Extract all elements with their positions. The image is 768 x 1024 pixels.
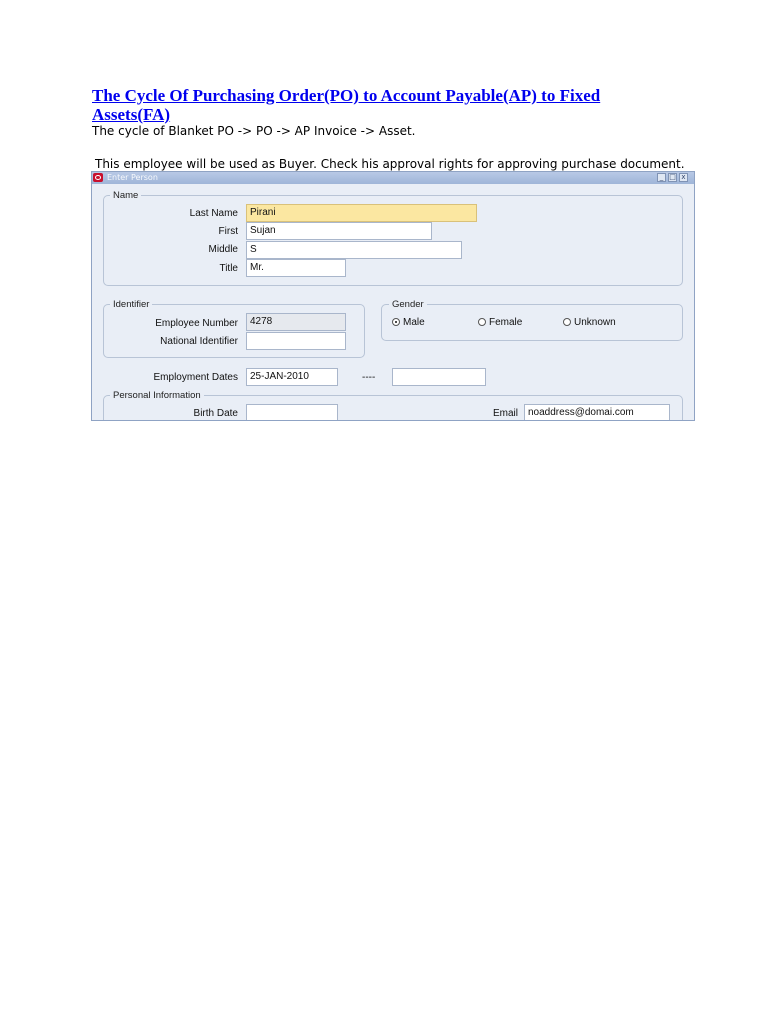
gender-unknown-radio[interactable] bbox=[563, 317, 616, 329]
email-field[interactable]: noaddress@domai.com bbox=[524, 404, 670, 421]
maximize-icon[interactable]: □ bbox=[669, 173, 676, 181]
name-group-title: Name bbox=[110, 190, 141, 201]
national-identifier-field[interactable] bbox=[246, 332, 346, 350]
document-title[interactable]: The Cycle Of Purchasing Order(PO) to Account Payable(AP) to Fixed Assets(FA) bbox=[92, 86, 601, 124]
employee-number-field[interactable]: 4278 bbox=[246, 313, 346, 331]
radio-unselected-icon[interactable] bbox=[478, 318, 486, 326]
email-label: Email bbox=[492, 408, 518, 419]
employment-end-field[interactable] bbox=[392, 368, 486, 386]
title-field[interactable]: Mr. bbox=[246, 259, 346, 277]
employment-dates-label: Employment Dates bbox=[153, 372, 238, 383]
identifier-group-title: Identifier bbox=[110, 299, 152, 310]
radio-selected-icon[interactable] bbox=[392, 318, 400, 326]
first-name-field[interactable]: Sujan bbox=[246, 222, 432, 240]
national-identifier-label: National Identifier bbox=[160, 336, 238, 347]
window-titlebar[interactable] bbox=[92, 172, 694, 184]
employment-date-separator: ---- bbox=[362, 372, 376, 383]
birth-date-label: Birth Date bbox=[193, 408, 238, 419]
window-title: Enter Person bbox=[107, 173, 158, 182]
middle-name-label: Middle bbox=[208, 244, 238, 255]
gender-male-radio[interactable] bbox=[392, 317, 425, 329]
gender-female-radio[interactable] bbox=[478, 317, 522, 329]
enter-person-window bbox=[91, 171, 695, 421]
gender-male-label: Male bbox=[403, 317, 425, 328]
document-note: This employee will be used as Buyer. Check his approval rights for approving purchase document. bbox=[95, 157, 685, 171]
gender-unknown-label: Unknown bbox=[574, 317, 616, 328]
oracle-logo-icon bbox=[93, 173, 103, 182]
employee-number-label: Employee Number bbox=[155, 318, 238, 329]
last-name-field[interactable]: Pirani bbox=[246, 204, 477, 222]
middle-name-field[interactable]: S bbox=[246, 241, 462, 259]
gender-group-title: Gender bbox=[389, 299, 427, 310]
radio-unselected-icon[interactable] bbox=[563, 318, 571, 326]
birth-date-field[interactable] bbox=[246, 404, 338, 421]
close-icon[interactable]: x bbox=[679, 173, 688, 182]
last-name-label: Last Name bbox=[189, 208, 238, 219]
personal-info-group-title: Personal Information bbox=[110, 390, 204, 401]
document-subtitle: The cycle of Blanket PO -> PO -> AP Invoice -> Asset. bbox=[92, 124, 416, 138]
employment-start-field[interactable]: 25-JAN-2010 bbox=[246, 368, 338, 386]
minimize-icon[interactable]: _ bbox=[657, 173, 666, 182]
gender-female-label: Female bbox=[489, 317, 523, 328]
title-label: Title bbox=[219, 263, 238, 274]
first-name-label: First bbox=[218, 226, 238, 237]
